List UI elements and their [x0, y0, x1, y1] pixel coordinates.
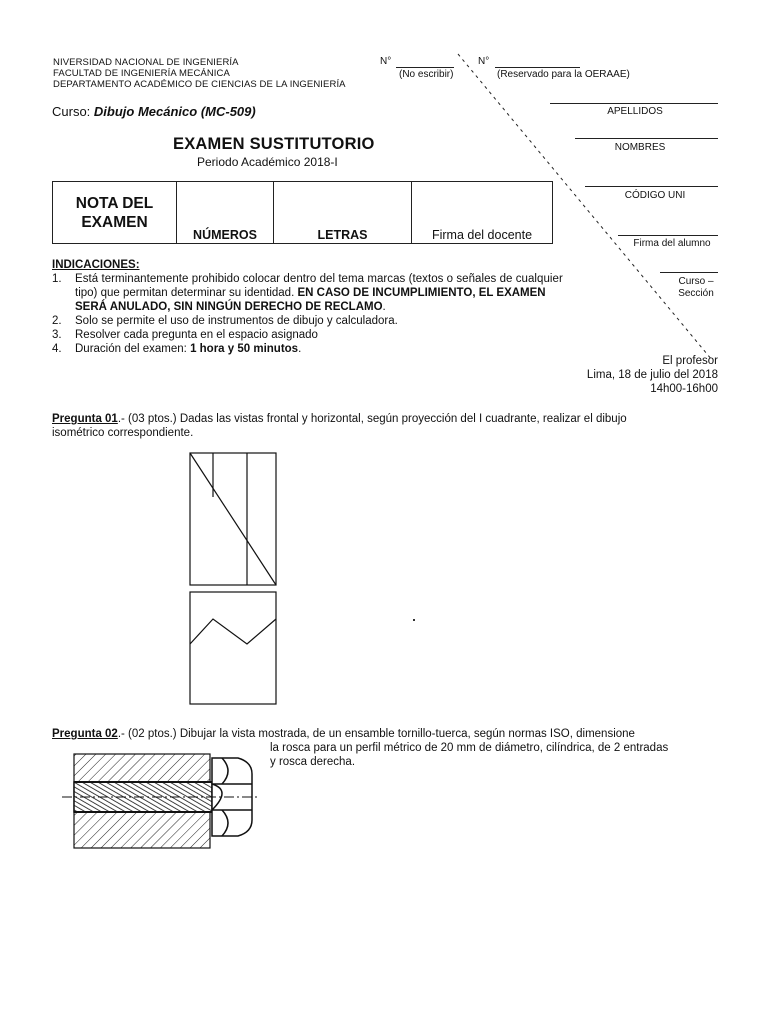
codigo-line[interactable]	[585, 186, 718, 187]
professor-label: El profesor	[662, 355, 718, 367]
instruction-1-line2-a: tipo) que permitan determinar su identidad.	[75, 287, 298, 299]
question-1-text	[52, 413, 722, 427]
front-view-outline	[190, 453, 276, 585]
instruction-2-num: 2.	[52, 315, 62, 327]
top-view-outline	[190, 592, 276, 704]
instruction-1-line1: Está terminantemente prohibido colocar dentro del tema marcas (textos o señales de cualquier	[75, 273, 563, 285]
grade-label-line1: NOTA DEL	[75, 194, 154, 212]
firma-alumno-label: Firma del alumno	[633, 238, 711, 249]
number-note-2: (Reservado para la OERAAE)	[497, 69, 630, 80]
curso-seccion-label-2: Sección	[678, 288, 714, 299]
question-1-top-view	[186, 588, 281, 708]
nombres-line[interactable]	[575, 138, 718, 139]
curso-seccion-label-1: Curso –	[678, 276, 714, 287]
question-2-bolt-assembly	[62, 748, 262, 858]
instruction-1-warning-b: SERÁ ANULADO, SIN NINGÚN DERECHO DE RECLAMO	[75, 301, 383, 313]
question-2-line2: la rosca para un perfil métrico de 20 mm de diámetro, cilíndrica, de 2 entradas	[270, 742, 669, 754]
instructions-heading: INDICACIONES:	[52, 259, 140, 271]
number-label-2: N°	[478, 56, 490, 67]
instruction-1-line3	[75, 301, 386, 315]
course-name: Dibujo Mecánico (MC-509)	[93, 104, 256, 119]
instruction-4	[75, 343, 301, 357]
question-2-text	[52, 728, 722, 742]
question-1-points: .- (03 ptos.) Dadas las vistas frontal y horizontal, según proyección del I cuadrante, realizar el dibujo	[117, 413, 627, 425]
course-prefix: Curso:	[52, 104, 91, 119]
instruction-1-line3-end: .	[382, 301, 386, 313]
question-1-line2: isométrico correspondiente.	[52, 427, 194, 439]
apellidos-label: APELLIDOS	[607, 106, 663, 117]
exam-period: Periodo Académico 2018-I	[197, 155, 338, 169]
codigo-label: CÓDIGO UNI	[624, 190, 686, 201]
instruction-3-num: 3.	[52, 329, 62, 341]
number-note-1: (No escribir)	[399, 69, 454, 80]
question-1-front-view	[186, 449, 281, 589]
question-2-label: Pregunta 02	[52, 728, 118, 740]
grade-numbers-label: NÚMEROS	[193, 228, 257, 242]
grade-letters-label: LETRAS	[317, 228, 368, 242]
university-name: NIVERSIDAD NACIONAL DE INGENIERÍA	[53, 57, 239, 68]
exam-time: 14h00-16h00	[650, 383, 718, 395]
faculty-name: FACULTAD DE INGENIERÍA MECÁNICA	[53, 68, 230, 79]
question-1-label: Pregunta 01	[52, 413, 118, 425]
nombres-label: NOMBRES	[614, 142, 666, 153]
firma-alumno-line[interactable]	[618, 235, 718, 236]
instruction-3: Resolver cada pregunta en el espacio asignado	[75, 329, 318, 341]
curso-seccion-line[interactable]	[660, 272, 718, 273]
instruction-1-warning-a: EN CASO DE INCUMPLIMIENTO, EL EXAMEN	[297, 287, 546, 299]
instruction-4-duration: 1 hora y 50 minutos	[190, 343, 299, 355]
instruction-4-end: .	[298, 343, 302, 355]
department-name: DEPARTAMENTO ACADÉMICO DE CIENCIAS DE LA INGENIERÍA	[53, 79, 346, 90]
exam-date: Lima, 18 de julio del 2018	[586, 369, 718, 381]
teacher-signature-label: Firma del docente	[431, 228, 533, 242]
question-2-points: .- (02 ptos.) Dibujar la vista mostrada, de un ensamble tornillo-tuerca, según normas ISO, dimensione	[117, 728, 635, 740]
instruction-4-a: Duración del examen:	[75, 343, 191, 355]
instruction-1-num: 1.	[52, 273, 62, 285]
instruction-1-line2	[75, 287, 546, 301]
grade-label-line2: EXAMEN	[81, 213, 148, 231]
instruction-4-num: 4.	[52, 343, 62, 355]
question-2-line3: y rosca derecha.	[270, 756, 356, 768]
apellidos-line[interactable]	[550, 103, 718, 104]
instruction-2: Solo se permite el uso de instrumentos de dibujo y calculadora.	[75, 315, 398, 327]
number-label-1: N°	[380, 56, 392, 67]
exam-title: EXAMEN SUSTITUTORIO	[173, 135, 375, 153]
stray-mark	[413, 619, 415, 621]
